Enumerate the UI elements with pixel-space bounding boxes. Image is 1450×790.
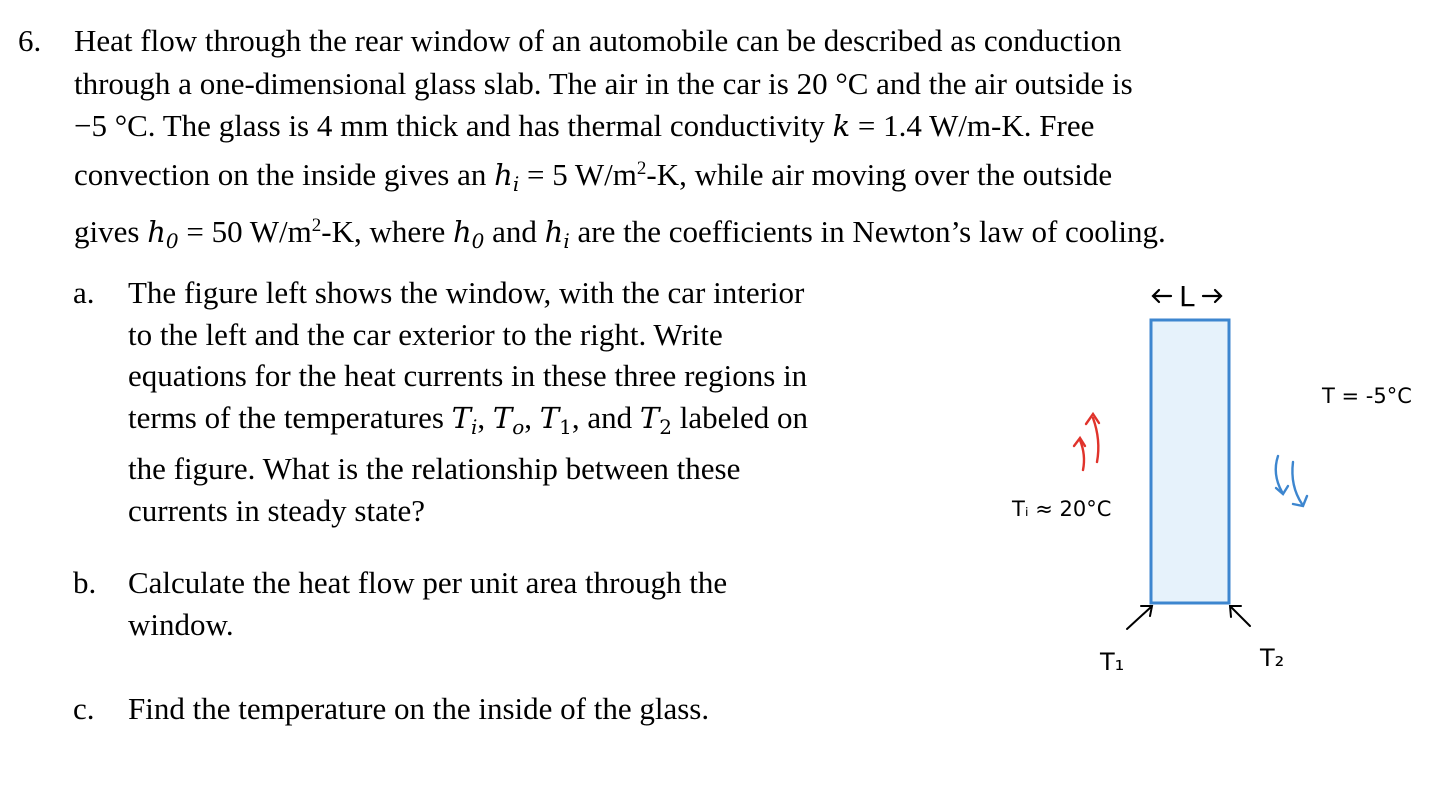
part-b-line-2: window. xyxy=(128,606,234,642)
outside-heat-arrows-icon xyxy=(1276,456,1307,506)
symbol-k: k xyxy=(832,109,851,143)
symbol-h: h xyxy=(147,215,166,249)
part-b-line-1: Calculate the heat flow per unit area through the xyxy=(128,565,728,600)
subscript-i: i xyxy=(471,414,478,439)
part-b-label: b. xyxy=(73,565,97,600)
symbol-T: T xyxy=(451,400,471,435)
statement-text: gives xyxy=(74,214,148,249)
part-a-text: terms of the temperatures xyxy=(128,399,452,435)
part-c-line-1: Find the temperature on the inside of the glass. xyxy=(128,691,710,726)
statement-text: and xyxy=(484,214,545,249)
subscript-i: i xyxy=(512,171,520,196)
subscript-1: 1 xyxy=(559,414,572,439)
statement-text: = 1.4 W/m-K. Free xyxy=(850,108,1095,143)
subscript-o: o xyxy=(512,414,525,439)
part-a-line-2: to the left and the car exterior to the right. Write xyxy=(128,316,723,352)
length-label: L xyxy=(1179,280,1195,313)
part-a-text: labeled on xyxy=(671,399,808,435)
symbol-h: h xyxy=(494,157,513,192)
statement-line-2: through a one-dimensional glass slab. The air in the car is 20 °C and the air outside is xyxy=(74,65,1133,101)
part-a-label: a. xyxy=(73,275,95,310)
part-a-line-6: currents in steady state? xyxy=(128,492,425,528)
superscript-2: 2 xyxy=(311,215,322,236)
subscript-o: 0 xyxy=(165,229,179,253)
statement-text: -K, while air moving over the outside xyxy=(646,156,1113,192)
symbol-h: h xyxy=(452,215,472,249)
problem-number: 6. xyxy=(18,23,42,58)
part-a-line-3: equations for the heat currents in these three regions in xyxy=(128,358,808,393)
symbol-T: T xyxy=(539,400,560,435)
t2-pointer-arrow-icon xyxy=(1230,606,1250,626)
statement-line-1: Heat flow through the rear window of an automobile can be described as conduction xyxy=(74,23,1122,58)
and-text: , and xyxy=(571,399,640,435)
t1-pointer-arrow-icon xyxy=(1127,606,1152,629)
t2-label: T₂ xyxy=(1260,644,1285,672)
part-c-label: c. xyxy=(73,691,95,726)
statement-text: −5 °C. The glass is 4 mm thick and has thermal conductivity xyxy=(74,108,833,143)
comma: , xyxy=(524,399,540,435)
symbol-T: T xyxy=(639,400,660,435)
glass-slab xyxy=(1151,320,1229,603)
subscript-o: 0 xyxy=(471,229,485,253)
statement-text: are the coefficients in Newton’s law of cooling. xyxy=(569,214,1166,249)
symbol-h: h xyxy=(544,215,564,249)
comma: , xyxy=(477,399,493,435)
outside-temp-label: T = -5°C xyxy=(1322,384,1412,408)
statement-text: -K, where xyxy=(321,214,453,249)
part-a-line-1: The figure left shows the window, with the car interior xyxy=(128,275,805,310)
subscript-2: 2 xyxy=(659,414,672,439)
statement-text: = 5 W/m xyxy=(519,156,637,192)
inside-temp-label: Tᵢ ≈ 20°C xyxy=(1012,497,1112,521)
statement-text: = 50 W/m xyxy=(178,214,312,249)
superscript-2: 2 xyxy=(636,157,647,179)
inside-heat-arrows-icon xyxy=(1074,414,1099,470)
part-a-line-5: the figure. What is the relationship between these xyxy=(128,451,741,486)
t1-label: T₁ xyxy=(1100,648,1125,676)
subscript-i: i xyxy=(563,229,570,253)
statement-text: convection on the inside gives an xyxy=(74,156,495,192)
symbol-T: T xyxy=(492,400,513,435)
